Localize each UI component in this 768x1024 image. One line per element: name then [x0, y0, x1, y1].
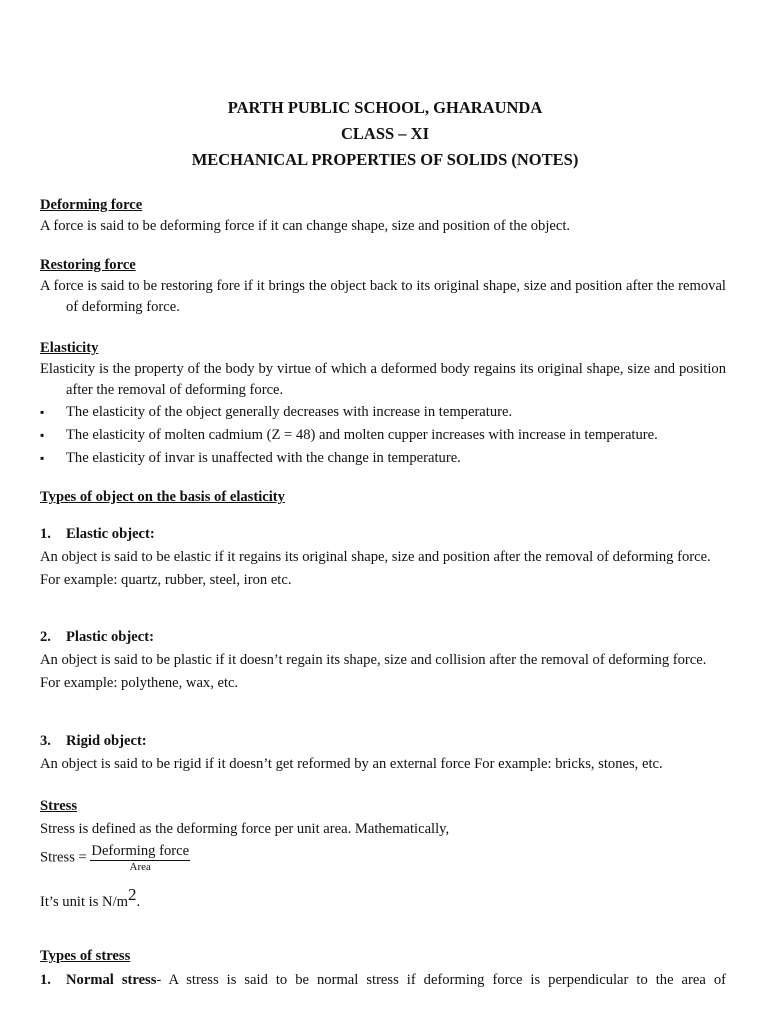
elasticity-bullet: ▪ The elasticity of the object generally decreases with increase in temperature. [40, 402, 726, 423]
rigid-object-item [40, 731, 726, 775]
elastic-object-example: For example: quartz, rubber, steel, iron etc. [40, 572, 292, 588]
normal-stress-title: Normal stress [66, 972, 157, 988]
plastic-object-item [40, 627, 726, 694]
rigid-object-text: An object is said to be rigid if it doesn’t get reformed by an external force For example: bricks, stones, etc. [40, 756, 663, 772]
formula-lhs: Stress = [40, 849, 87, 866]
elastic-object-title: Elastic object: [66, 526, 155, 542]
school-name: PARTH PUBLIC SCHOOL, GHARAUNDA [227, 98, 543, 117]
plastic-object-text: An object is said to be plastic if it doesn’t regain its shape, size and collision after the removal of deforming force. [40, 652, 707, 668]
normal-stress-item [40, 970, 726, 991]
restoring-text: A force is said to be restoring fore if it brings the object back to its original shape, size and position after the removal of deforming force. [40, 278, 726, 315]
elasticity-bullet: ▪ The elasticity of molten cadmium (Z = 48) and molten cupper increases with increase in temperature. [40, 425, 726, 446]
rigid-object-title: Rigid object: [66, 733, 147, 749]
item-number: 3. [40, 733, 51, 749]
section-types-of-stress [40, 946, 726, 991]
elasticity-text: Elasticity is the property of the body by virtue of which a deformed body regains its original shape, size and position after the removal of deforming force. [40, 361, 726, 398]
stress-formula [40, 842, 726, 874]
section-restoring-force [40, 255, 726, 318]
normal-stress-text: - A stress is said to be normal stress if deforming force is perpendicular to the area of [156, 972, 727, 988]
class-title: CLASS – XI [340, 124, 430, 143]
item-number: 1. [40, 526, 51, 542]
document-header [40, 95, 730, 173]
stress-text: Stress is defined as the deforming force per unit area. Mathematically, [40, 821, 450, 837]
elasticity-heading: Elasticity [40, 340, 99, 356]
elastic-object-text: An object is said to be elastic if it regains its original shape, size and position after the removal of deforming force. [40, 549, 711, 565]
fraction-numerator: Deforming force [91, 843, 190, 859]
section-elasticity [40, 338, 726, 469]
plastic-object-title: Plastic object: [66, 629, 154, 645]
plastic-object-example: For example: polythene, wax, etc. [40, 675, 239, 691]
restoring-heading: Restoring force [40, 257, 136, 273]
elastic-object-item [40, 524, 726, 591]
deforming-text: A force is said to be deforming force if it can change shape, size and position of the object. [40, 218, 571, 234]
unit-text: It’s unit is N/m [40, 894, 128, 910]
elasticity-bullet: ▪ The elasticity of invar is unaffected with the change in temperature. [40, 448, 726, 469]
stress-unit [40, 885, 726, 913]
section-stress [40, 796, 726, 913]
notes-title: MECHANICAL PROPERTIES OF SOLIDS (NOTES) [191, 150, 579, 169]
types-stress-heading: Types of stress [40, 948, 131, 964]
unit-suffix: . [136, 894, 141, 910]
unit-power: 2 [127, 885, 137, 904]
types-object-heading: Types of object on the basis of elasticity [40, 489, 285, 505]
section-types-of-object [40, 487, 726, 508]
section-deforming-force [40, 195, 726, 237]
item-number: 1. [40, 972, 51, 988]
deforming-heading: Deforming force [40, 197, 143, 213]
stress-fraction [90, 842, 190, 874]
fraction-denominator: Area [129, 861, 151, 873]
item-number: 2. [40, 629, 51, 645]
stress-heading: Stress [40, 798, 78, 814]
